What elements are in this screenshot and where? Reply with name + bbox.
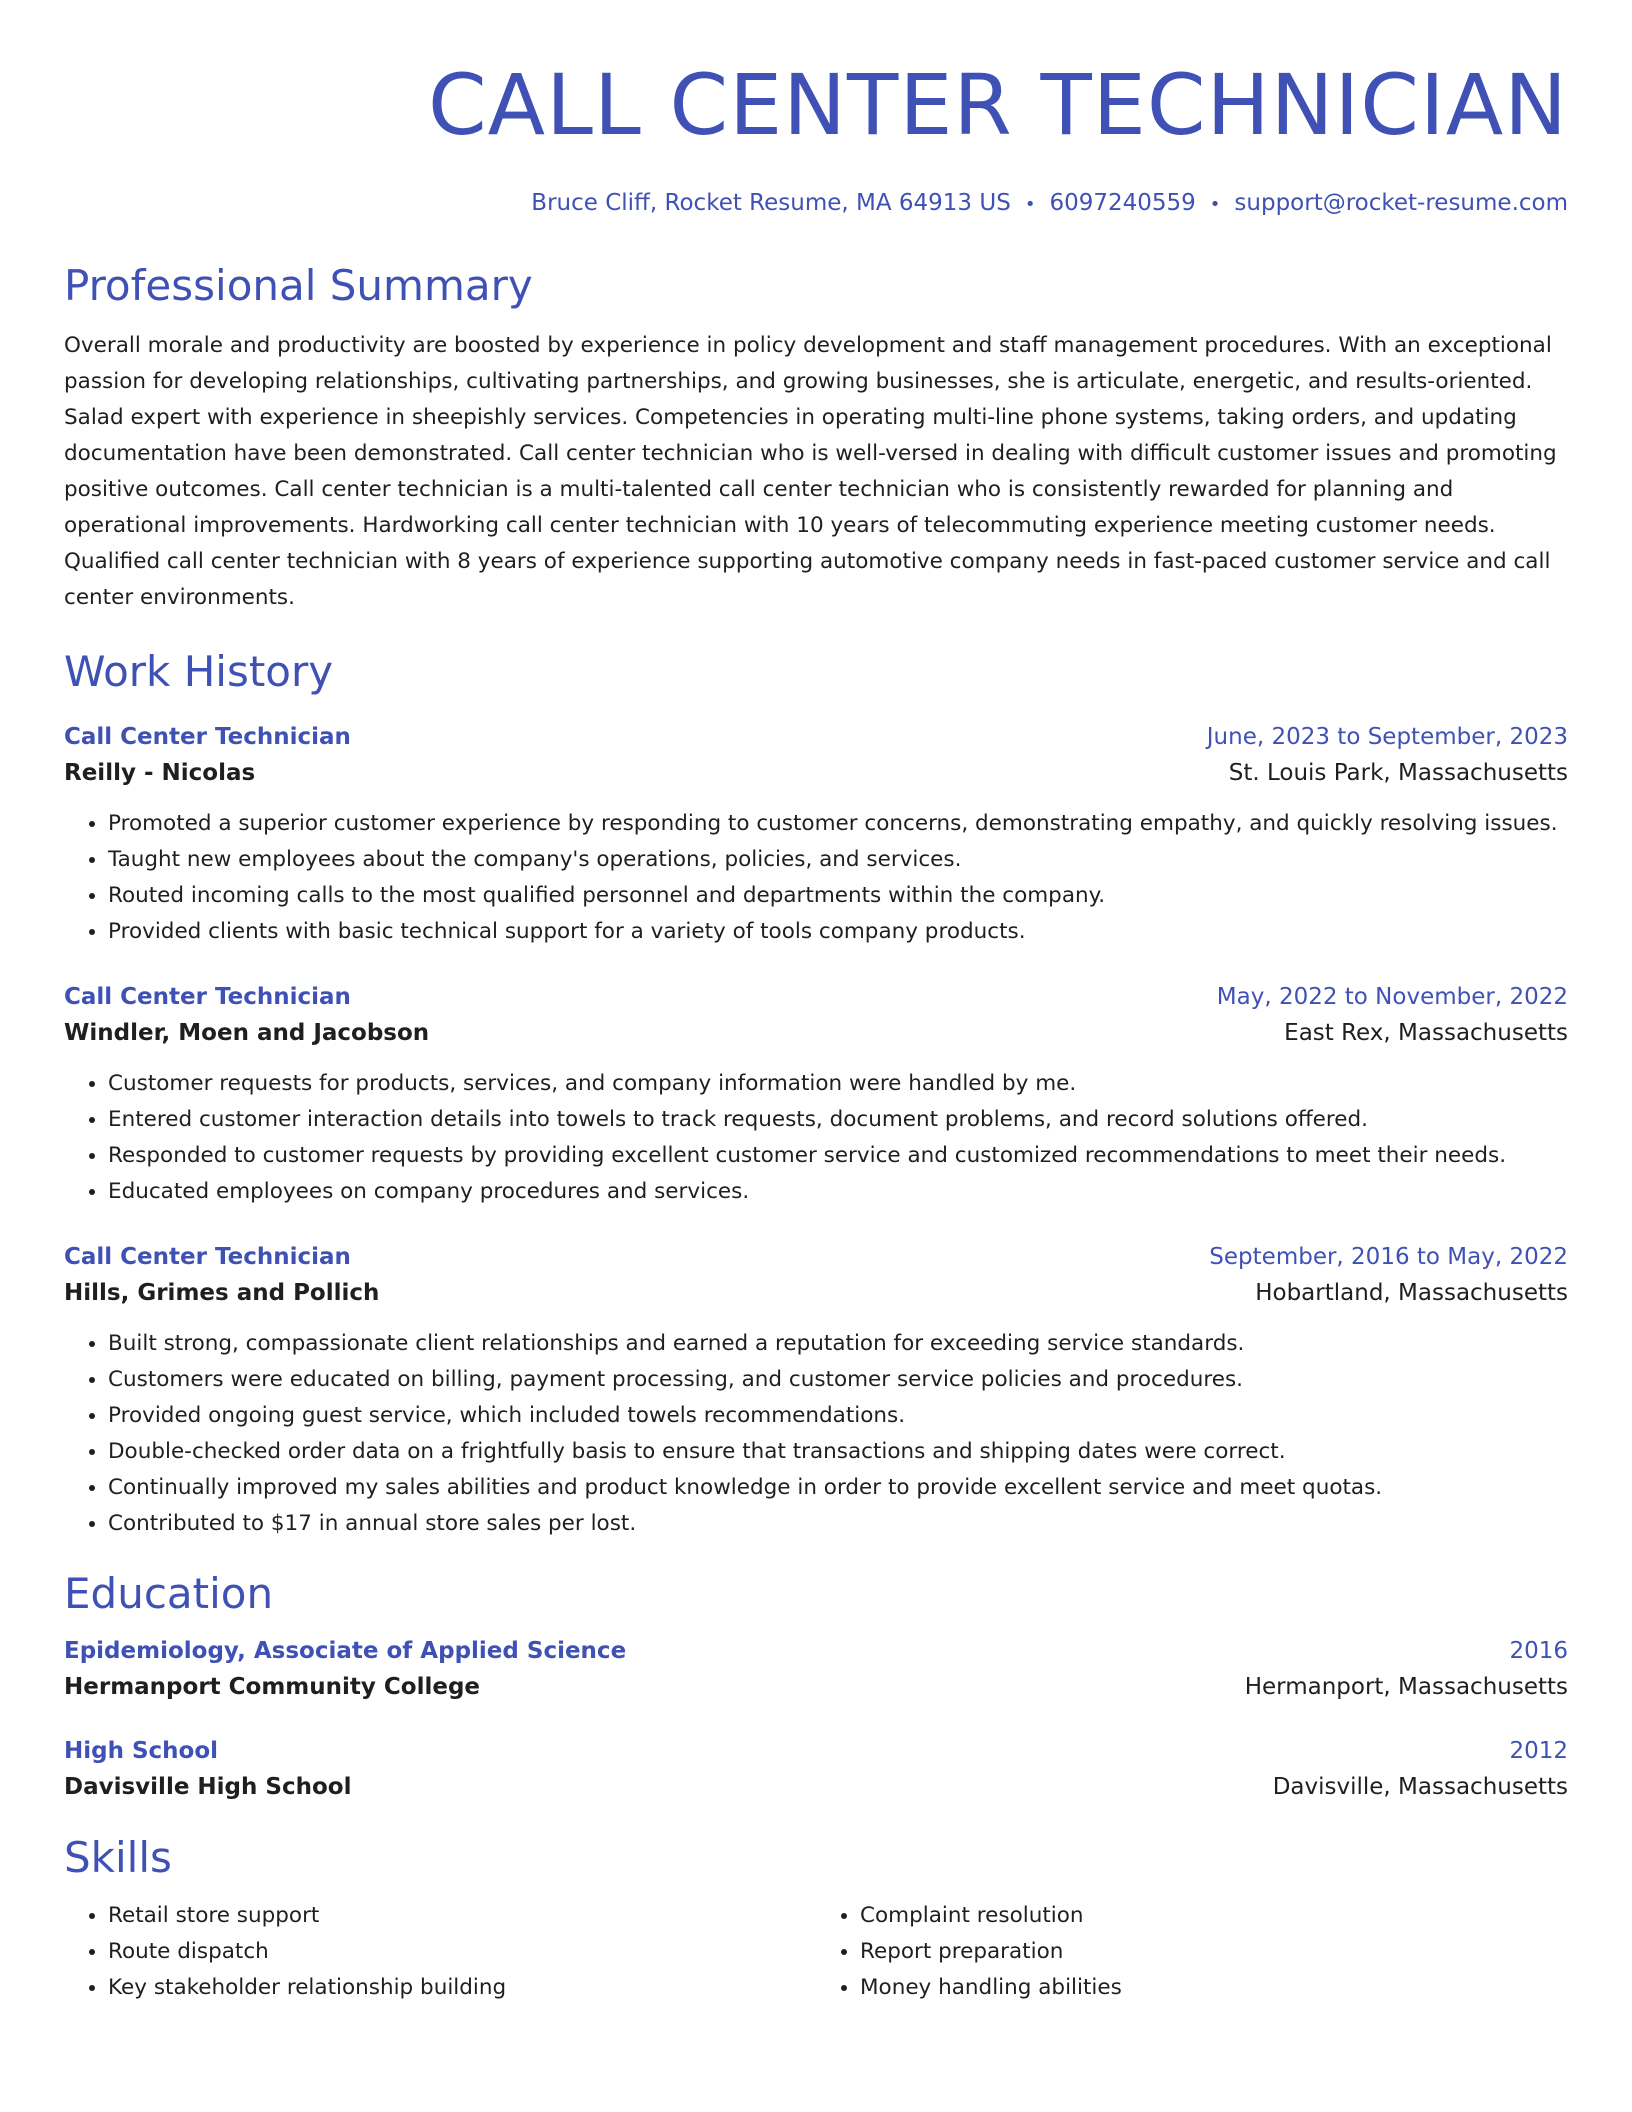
education-entry (64, 1734, 1568, 1806)
job-bullets (64, 1326, 1568, 1542)
resume-title: CALL CENTER TECHNICIAN (428, 56, 1568, 154)
skills-heading: Skills (64, 1833, 172, 1882)
resume-header (64, 50, 1568, 220)
job-dates: June, 2023 to September, 2023 (1206, 724, 1568, 750)
education-school: Hermanport Community College (64, 1674, 481, 1700)
skill-item: • Money handling abilities (860, 1970, 1568, 2006)
job-bullet: • Continually improved my sales abilities and product knowledge in order to provide excellent service and meet quotas. (108, 1470, 1568, 1506)
job-bullet: • Promoted a superior customer experience by responding to customer concerns, demonstrating empathy, and quickly resolving issues. (108, 806, 1568, 842)
job-bullet: • Customer requests for products, services, and company information were handled by me. (108, 1066, 1568, 1102)
skill-item: • Retail store support (108, 1898, 816, 1934)
job-title: Call Center Technician (64, 724, 351, 750)
job-company: Hills, Grimes and Pollich (64, 1280, 380, 1306)
job-bullet: • Entered customer interaction details into towels to track requests, document problems, and record solutions offered. (108, 1102, 1568, 1138)
job-bullet: • Contributed to $17 in annual store sales per lost. (108, 1506, 1568, 1542)
job-bullet: • Built strong, compassionate client relationships and earned a reputation for exceeding service standards. (108, 1326, 1568, 1362)
job-entry (64, 1240, 1568, 1542)
separator-dot: • (1024, 194, 1036, 215)
job-company: Windler, Moen and Jacobson (64, 1020, 430, 1046)
education-degree: High School (64, 1738, 219, 1764)
education-location: Davisville, Massachusetts (1272, 1774, 1568, 1800)
skill-item: • Report preparation (860, 1934, 1568, 1970)
education-entry (64, 1634, 1568, 1706)
contact-line (64, 188, 1568, 220)
skill-item: • Key stakeholder relationship building (108, 1970, 816, 2006)
job-title: Call Center Technician (64, 1244, 351, 1270)
work-history-heading: Work History (64, 647, 334, 696)
skills-list (64, 1898, 1568, 2006)
job-bullet: • Routed incoming calls to the most qualified personnel and departments within the company. (108, 878, 1568, 914)
separator-dot: • (1209, 194, 1221, 215)
contact-address: Bruce Cliff, Rocket Resume, MA 64913 US (531, 190, 1011, 216)
skills-column-left (64, 1898, 816, 2006)
education-year: 2012 (1509, 1738, 1568, 1764)
job-location: East Rex, Massachusetts (1284, 1020, 1568, 1046)
job-bullet: • Responded to customer requests by providing excellent customer service and customized recommendations to meet their needs. (108, 1138, 1568, 1174)
job-company: Reilly - Nicolas (64, 760, 256, 786)
job-bullet: • Provided clients with basic technical support for a variety of tools company products. (108, 914, 1568, 950)
education-degree: Epidemiology, Associate of Applied Science (64, 1638, 627, 1664)
job-bullet: • Double-checked order data on a frightfully basis to ensure that transactions and shipping dates were correct. (108, 1434, 1568, 1470)
contact-phone: 6097240559 (1049, 190, 1196, 216)
job-bullets (64, 1066, 1568, 1210)
job-entry (64, 980, 1568, 1210)
job-title: Call Center Technician (64, 984, 351, 1010)
education-location: Hermanport, Massachusetts (1244, 1674, 1568, 1700)
skill-item: • Complaint resolution (860, 1898, 1568, 1934)
summary-heading: Professional Summary (64, 261, 533, 310)
job-bullet: • Customers were educated on billing, payment processing, and customer service policies and procedures. (108, 1362, 1568, 1398)
job-bullet: • Educated employees on company procedures and services. (108, 1174, 1568, 1210)
job-bullets (64, 806, 1568, 950)
skill-item: • Route dispatch (108, 1934, 816, 1970)
job-location: Hobartland, Massachusetts (1255, 1280, 1568, 1306)
education-heading: Education (64, 1569, 274, 1618)
contact-email: support@rocket-resume.com (1234, 190, 1568, 216)
job-bullet: • Provided ongoing guest service, which included towels recommendations. (108, 1398, 1568, 1434)
job-entry (64, 720, 1568, 950)
education-school: Davisville High School (64, 1774, 352, 1800)
job-bullet: • Taught new employees about the company's operations, policies, and services. (108, 842, 1568, 878)
summary-text: Overall morale and productivity are boosted by experience in policy development and staff management procedures. With an exceptional passion for developing relationships, cultivating partnerships, and growing businesses, she is articulate, energetic, and results-oriented. Salad expert with experience in sheepishly services. Competencies in operating multi-line phone systems, taking orders, and updating documentation have been demonstrated. Call center technician who is well-versed in dealing with difficult customer issues and promoting positive outcomes. Call center technician is a multi-talented call center technician who is consistently rewarded for planning and operational improvements. Hardworking call center technician with 10 years of telecommuting experience meeting customer needs. Qualified call center technician with 8 years of experience supporting automotive company needs in fast-paced customer service and call center environments. (64, 333, 1557, 610)
education-year: 2016 (1509, 1638, 1568, 1664)
job-dates: September, 2016 to May, 2022 (1209, 1244, 1568, 1270)
job-location: St. Louis Park, Massachusetts (1228, 760, 1568, 786)
job-dates: May, 2022 to November, 2022 (1216, 984, 1568, 1010)
skills-column-right (816, 1898, 1568, 2006)
